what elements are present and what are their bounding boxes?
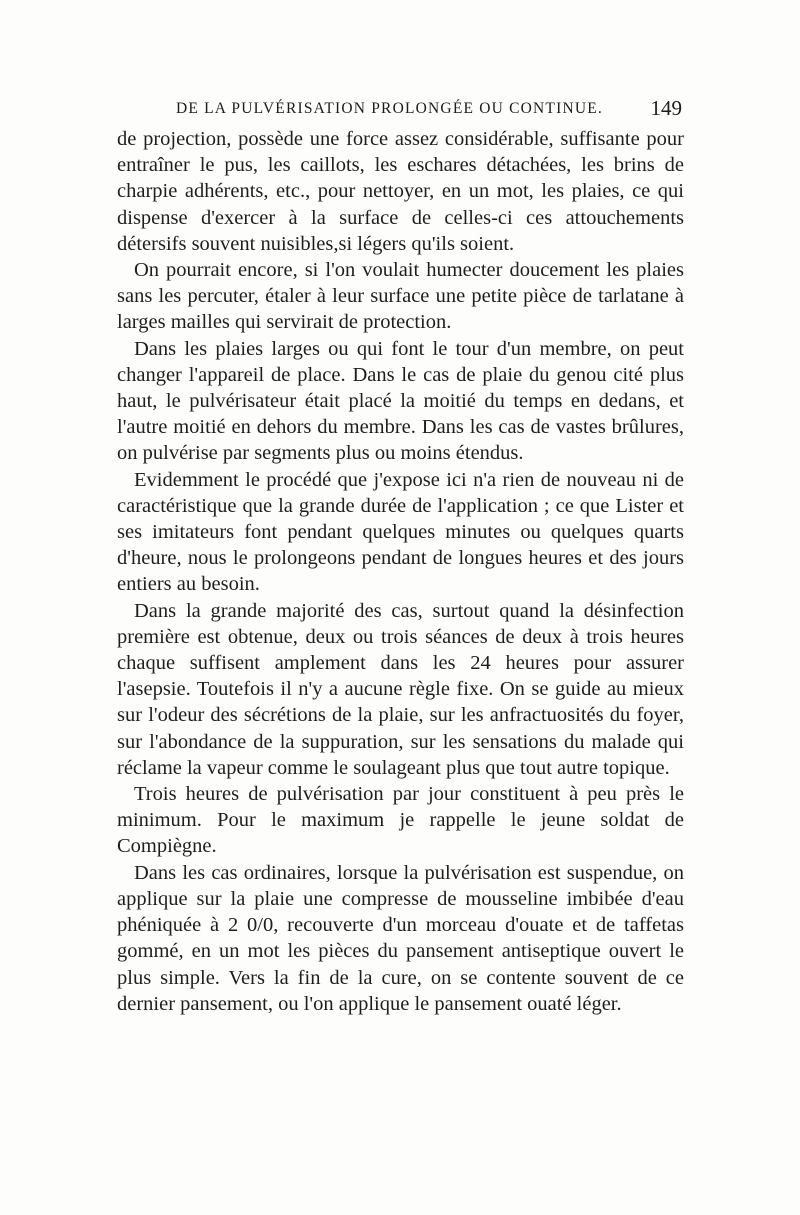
paragraph: Evidemment le procédé que j'expose ici n'a rien de nouveau ni de caractéristique que la grande durée de l'application ; ce que Lister et ses imitateurs font pendant quelques minutes ou quelques quarts d'heure, nous le prolongeons pendant de longues heures et des jours entiers au besoin. [117, 468, 684, 596]
paragraph: Trois heures de pulvérisation par jour constituent à peu près le minimum. Pour le maximum je rappelle le jeune soldat de Compiègne. [117, 783, 684, 858]
paragraph: de projection, possède une force assez considérable, suffisante pour entraîner le pus, les caillots, les eschares détachées, les brins de charpie adhérents, etc., pour nettoyer, en un mot, les plaies, ce qui dispense d'exercer à la surface de celles-ci ces attouchements détersifs souvent nuisibles,si légers qu'ils soient. [117, 128, 684, 255]
running-title: DE LA PULVÉRISATION PROLONGÉE OU CONTINUE. [176, 100, 603, 117]
running-head [118, 96, 684, 126]
body-text [117, 126, 684, 1017]
page-number: 149 [650, 96, 682, 120]
paragraph: Dans la grande majorité des cas, surtout quand la désinfection première est obtenue, deux ou trois séances de deux à trois heures chaque suffisent amplement dans les 24 heures pour assurer l'asepsie. Toutefois il n'y a aucune règle fixe. On se guide au mieux sur l'odeur des sécrétions de la plaie, sur les anfractuosités du foyer, sur l'abondance de la suppuration, sur les sensations du malade qui réclame la vapeur comme le soulageant plus que tout autre topique. [117, 599, 684, 779]
paragraph: On pourrait encore, si l'on voulait humecter doucement les plaies sans les percuter, étaler à leur surface une petite pièce de tarlatane à larges mailles qui servirait de protection. [117, 259, 684, 334]
paragraph: Dans les plaies larges ou qui font le tour d'un membre, on peut changer l'appareil de place. Dans le cas de plaie du genou cité plus haut, le pulvérisateur était placé la moitié du temps en dedans, et l'autre moitié en dehors du membre. Dans les cas de vastes brûlures, on pulvérise par segments plus ou moins étendus. [117, 337, 684, 465]
paragraph: Dans les cas ordinaires, lorsque la pulvérisation est suspendue, on applique sur la plaie une compresse de mousseline imbibée d'eau phéniquée à 2 0/0, recouverte d'un morceau d'ouate et de taffetas gommé, en un mot les pièces du pansement antiseptique ouvert le plus simple. Vers la fin de la cure, on se contente souvent de ce dernier pansement, ou l'on applique le pansement ouaté léger. [117, 861, 684, 1015]
